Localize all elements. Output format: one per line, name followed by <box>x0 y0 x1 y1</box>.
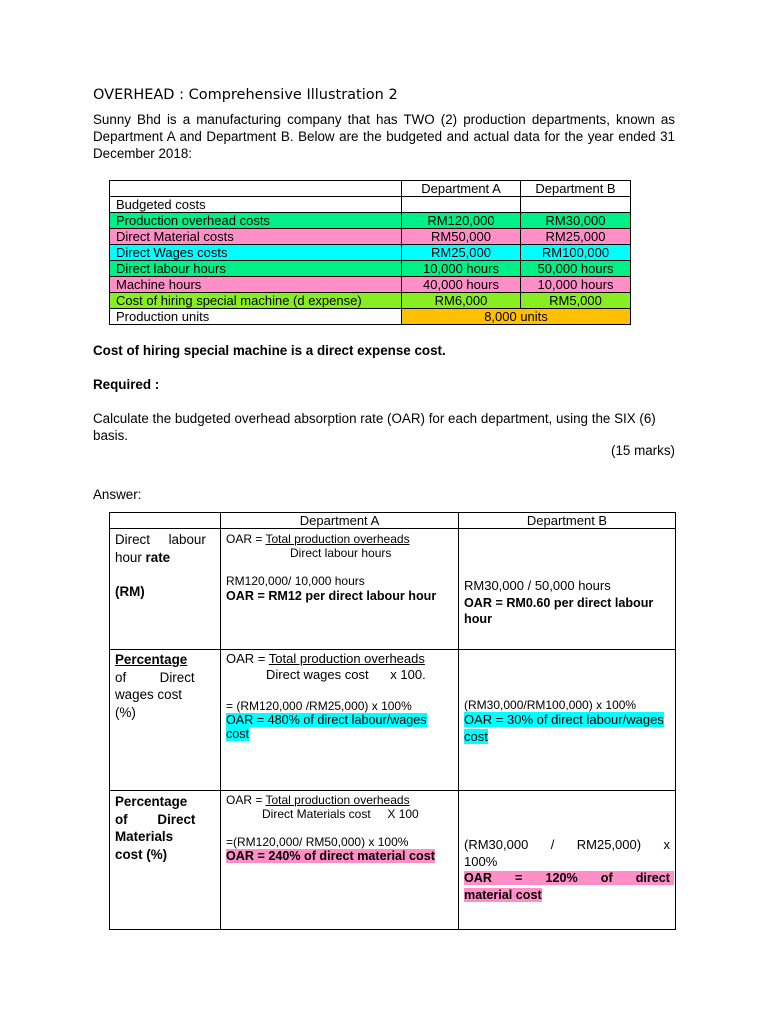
direct-expense-note: Cost of hiring special machine is a direct expense cost. <box>93 343 446 358</box>
answer-row-materials <box>110 791 676 930</box>
answer-row-wages <box>110 650 676 791</box>
budget-units-label: Production units <box>110 309 402 325</box>
formula-prefix: OAR = <box>226 793 266 807</box>
budget-value-a: RM50,000 <box>402 229 521 245</box>
calculation-line: (RM30,000 / RM25,000) x 100% <box>464 837 674 869</box>
basis-unit: (RM) <box>115 584 145 599</box>
oar-result: OAR = 30% of direct labour/wages cost <box>464 712 664 744</box>
budget-value-a: 40,000 hours <box>402 277 521 293</box>
required-text: Calculate the budgeted overhead absorption rate (OAR) for each department, using the SIX (6) basis. <box>93 411 656 443</box>
answer-row-labour-hour <box>110 529 676 650</box>
budget-value-b: RM25,000 <box>521 229 631 245</box>
basis-cell <box>110 529 221 650</box>
answer-header-blank <box>110 513 221 529</box>
oar-result: OAR = RM0.60 per direct labour hour <box>464 595 654 626</box>
answer-label: Answer: <box>93 487 142 502</box>
basis-line: Percentage <box>115 652 188 667</box>
budget-value-b: 10,000 hours <box>521 277 631 293</box>
marks-label: (15 marks) <box>611 443 675 458</box>
budget-row-label: Machine hours <box>110 277 402 293</box>
basis-line: Direct labour <box>115 532 206 547</box>
formula-denominator: Direct Materials cost X 100 <box>262 807 419 821</box>
basis-line: Percentage <box>115 794 188 809</box>
oar-result: OAR = RM12 per direct labour hour <box>226 589 437 603</box>
budget-value-a: RM120,000 <box>402 213 521 229</box>
answer-table <box>109 512 676 930</box>
budget-value-a: 10,000 hours <box>402 261 521 277</box>
basis-line: Materials <box>115 829 174 844</box>
budget-cell-empty <box>402 197 521 213</box>
budget-row-label: Cost of hiring special machine (d expense) <box>110 293 402 309</box>
budget-row-label: Direct Wages costs <box>110 245 402 261</box>
dept-a-cell <box>221 791 459 930</box>
formula-denominator: Direct wages cost x 100. <box>266 667 426 682</box>
budget-row <box>110 213 631 229</box>
budget-value-b: RM30,000 <box>521 213 631 229</box>
calculation-line: = (RM120,000 /RM25,000) x 100% <box>226 699 412 713</box>
budget-value-b: 50,000 hours <box>521 261 631 277</box>
calculation-line: RM30,000 / 50,000 hours <box>464 578 611 593</box>
budget-section-label: Budgeted costs <box>110 197 402 213</box>
budget-table <box>109 180 631 325</box>
budget-value-a: RM25,000 <box>402 245 521 261</box>
budget-row <box>110 277 631 293</box>
calculation-line: (RM30,000/RM100,000) x 100% <box>464 698 637 712</box>
dept-a-cell <box>221 529 459 650</box>
budget-header-row <box>110 181 631 197</box>
budget-row-label: Direct labour hours <box>110 261 402 277</box>
basis-cell <box>110 791 221 930</box>
basis-line-bold: rate <box>145 549 171 565</box>
budget-row-label: Direct Material costs <box>110 229 402 245</box>
dept-b-cell <box>459 529 676 650</box>
budget-units-value: 8,000 units <box>402 309 631 325</box>
budget-header-dept-b: Department B <box>521 181 631 197</box>
dept-b-cell <box>459 791 676 930</box>
budget-row-label: Production overhead costs <box>110 213 402 229</box>
budget-header-blank <box>110 181 402 197</box>
calculation-line: RM120,000/ 10,000 hours <box>226 574 365 588</box>
basis-line: wages cost <box>115 687 182 702</box>
basis-unit: (%) <box>115 704 136 720</box>
basis-cell <box>110 650 221 791</box>
answer-header-row <box>110 513 676 529</box>
oar-result: OAR = 240% of direct material cost <box>226 849 435 863</box>
budget-row <box>110 261 631 277</box>
budget-row <box>110 293 631 309</box>
document-title: OVERHEAD : Comprehensive Illustration 2 <box>93 87 398 103</box>
budget-value-a: RM6,000 <box>402 293 521 309</box>
budget-value-b: RM5,000 <box>521 293 631 309</box>
formula-prefix: OAR = <box>226 651 269 666</box>
formula-numerator: Total production overheads <box>268 651 425 666</box>
basis-line: hour <box>115 549 146 565</box>
oar-result: OAR = 480% of direct labour/wages cost <box>226 713 427 741</box>
oar-result: OAR = 120% of direct material cost <box>464 871 674 902</box>
answer-header-dept-b: Department B <box>459 513 676 529</box>
budget-row <box>110 245 631 261</box>
required-heading: Required : <box>93 377 160 392</box>
basis-line: of Direct <box>115 669 195 685</box>
intro-paragraph: Sunny Bhd is a manufacturing company that has TWO (2) production departments, known as Department A and Department B. Below are the budgeted and actual data for the year ended 31 December 2018: <box>93 112 675 161</box>
calculation-line: =(RM120,000/ RM50,000) x 100% <box>226 835 409 849</box>
budget-header-dept-a: Department A <box>402 181 521 197</box>
budget-units-row <box>110 309 631 325</box>
formula-prefix: OAR = <box>226 532 266 546</box>
formula-numerator: Total production overheads <box>265 793 410 807</box>
dept-a-cell <box>221 650 459 791</box>
budget-cell-empty <box>521 197 631 213</box>
answer-header-dept-a: Department A <box>221 513 459 529</box>
budget-section-row <box>110 197 631 213</box>
basis-unit: cost (%) <box>115 846 168 862</box>
budget-value-b: RM100,000 <box>521 245 631 261</box>
formula-denominator: Direct labour hours <box>290 546 392 560</box>
budget-row <box>110 229 631 245</box>
formula-numerator: Total production overheads <box>265 532 410 546</box>
dept-b-cell <box>459 650 676 791</box>
basis-line: of Direct <box>115 811 196 827</box>
